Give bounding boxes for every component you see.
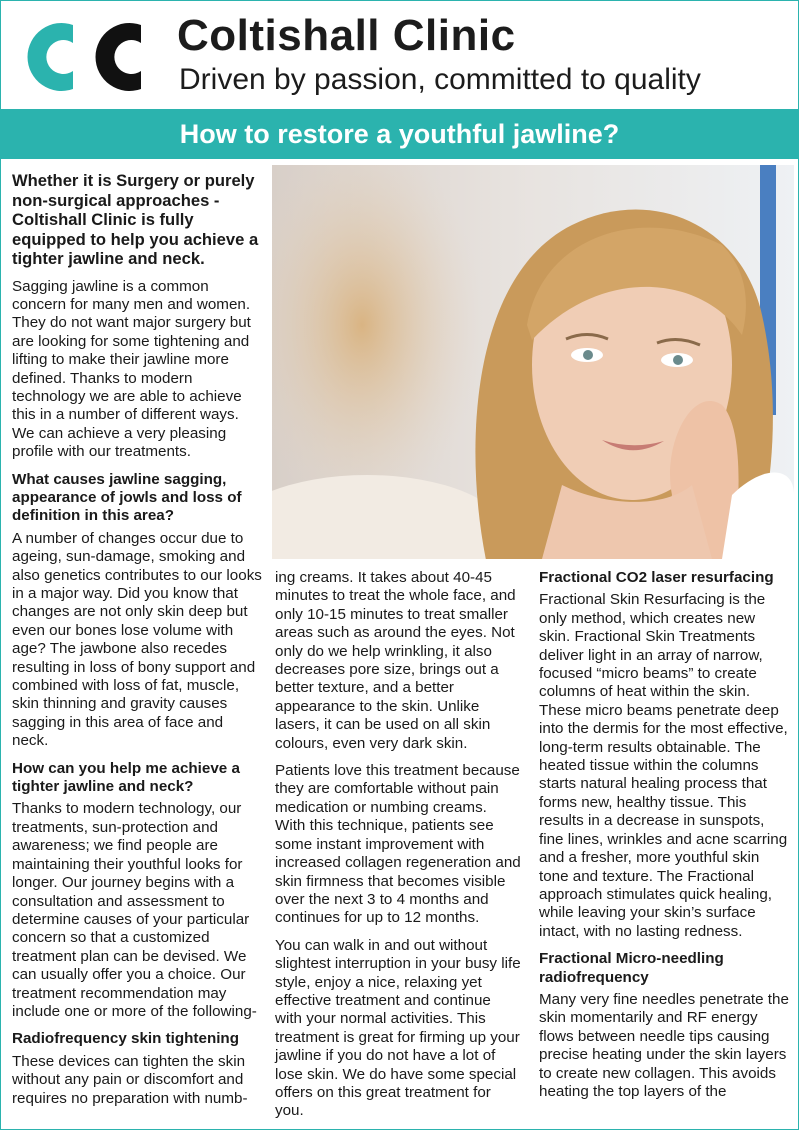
heading-help: How can you help me achieve a tighter jawline and neck? [12, 759, 240, 796]
heading-micro-needling: Fractional Micro-needling radiofrequency [539, 950, 724, 986]
paragraph-walk-in: You can walk in and out without slightest interruption in your busy life style, enjoy a nice, relaxing yet effective treatment and continue with your normal activities. This treatment is great for firming up your jawline if you do not have a lot of lose skin. We do have some special offers on this great treatment for you. [275, 936, 521, 1120]
paragraph-causes: A number of changes occur due to ageing, sun-damage, smoking and also genetics contributes to our looks in a major way. Did you know that changes are not only skin deep but even our bones lose volume with age? The jawbone also recedes resulting in loss of bony support and combined with loss of fat, muscle, skin thinning and gravity causes sagging in this area of face and neck. [12, 529, 262, 750]
column-2 [275, 569, 521, 1130]
paragraph-help: Thanks to modern technology, our treatments, sun-protection and awareness; we find people are maintaining their youthful looks for longer. Our journey begins with a consultation and assessment to determine causes of your particular concern so that a customized treatment plan can be devised. We can usually offer you a choice. Our treatment recommendation may include one or more of the following- [12, 800, 257, 1020]
heading-co2-laser: Fractional CO2 laser resurfacing [539, 569, 774, 586]
paragraph-radiofrequency: These devices can tighten the skin without any pain or discomfort and requires no preparation with numb- [12, 1052, 248, 1107]
woman-in-mirror-photo [272, 165, 794, 559]
article-title: How to restore a youthful jawline? [179, 119, 620, 149]
column-1 [12, 171, 262, 1117]
clinic-name: Coltishall Clinic [177, 11, 516, 60]
clinic-tagline: Driven by passion, committed to quality [179, 63, 701, 96]
paragraph-patients: Patients love this treatment because they are comfortable without pain medication or numbing creams. With this technique, patients see some instant improvement with increased collagen regeneration and skin firmness that becomes visible over the next 3 to 4 months and continues for up to 12 months. [275, 762, 521, 927]
clinic-logo [7, 11, 147, 103]
paragraph-treatment-time: ing creams. It takes about 40-45 minutes to treat the whole face, and only 10-15 minutes to treat smaller areas such as around the eyes. Not only do we help wrinkling, it also decreases pore size, brings out a better texture, and a better appearance to the skin. Unlike lasers, it can be used on all skin colours, even very dark skin. [275, 569, 516, 752]
paragraph-micro-needling: Many very fine needles penetrate the skin momentarily and RF energy flows between needle tips causing precise heating under the skin layers to create new collagen. This avoids heating the top layers of the [539, 990, 789, 1100]
header [1, 1, 798, 107]
title-band [1, 109, 798, 159]
paragraph-co2-laser: Fractional Skin Resurfacing is the only method, which creates new skin. Fractional Skin Treatments deliver light in an array of narrow, focused “micro beams” to create columns of heat within the skin. These micro beams penetrate deep into the dermis for the most effective, long-term results obtainable. The heated tissue within the columns starts natural healing process that forms new, healthy tissue. This results in a decrease in sunspots, fine lines, wrinkles and acne scarring and a fresher, more youthful skin tone and texture. The Fractional approach stimulates quick healing, while leaving your skin’s surface intact, with no lasting redness. [539, 591, 788, 940]
heading-radiofrequency: Radiofrequency skin tightening [12, 1030, 239, 1048]
lead-paragraph: Whether it is Surgery or purely non-surgical approaches - Coltishall Clinic is fully equipped to help you achieve a tighter jawline and neck. [12, 171, 259, 268]
heading-causes: What causes jawline sagging, appearance of jowls and loss of definition in this area? [12, 470, 242, 525]
column-3 [539, 569, 789, 1110]
intro-paragraph: Sagging jawline is a common concern for many men and women. They do not want major surgery but are looking for some tightening and lifting to make their jawline more defined. Thanks to modern technology we are able to achieve this in a number of different ways. We can achieve a very pleasing profile with our treatments. [12, 277, 251, 461]
